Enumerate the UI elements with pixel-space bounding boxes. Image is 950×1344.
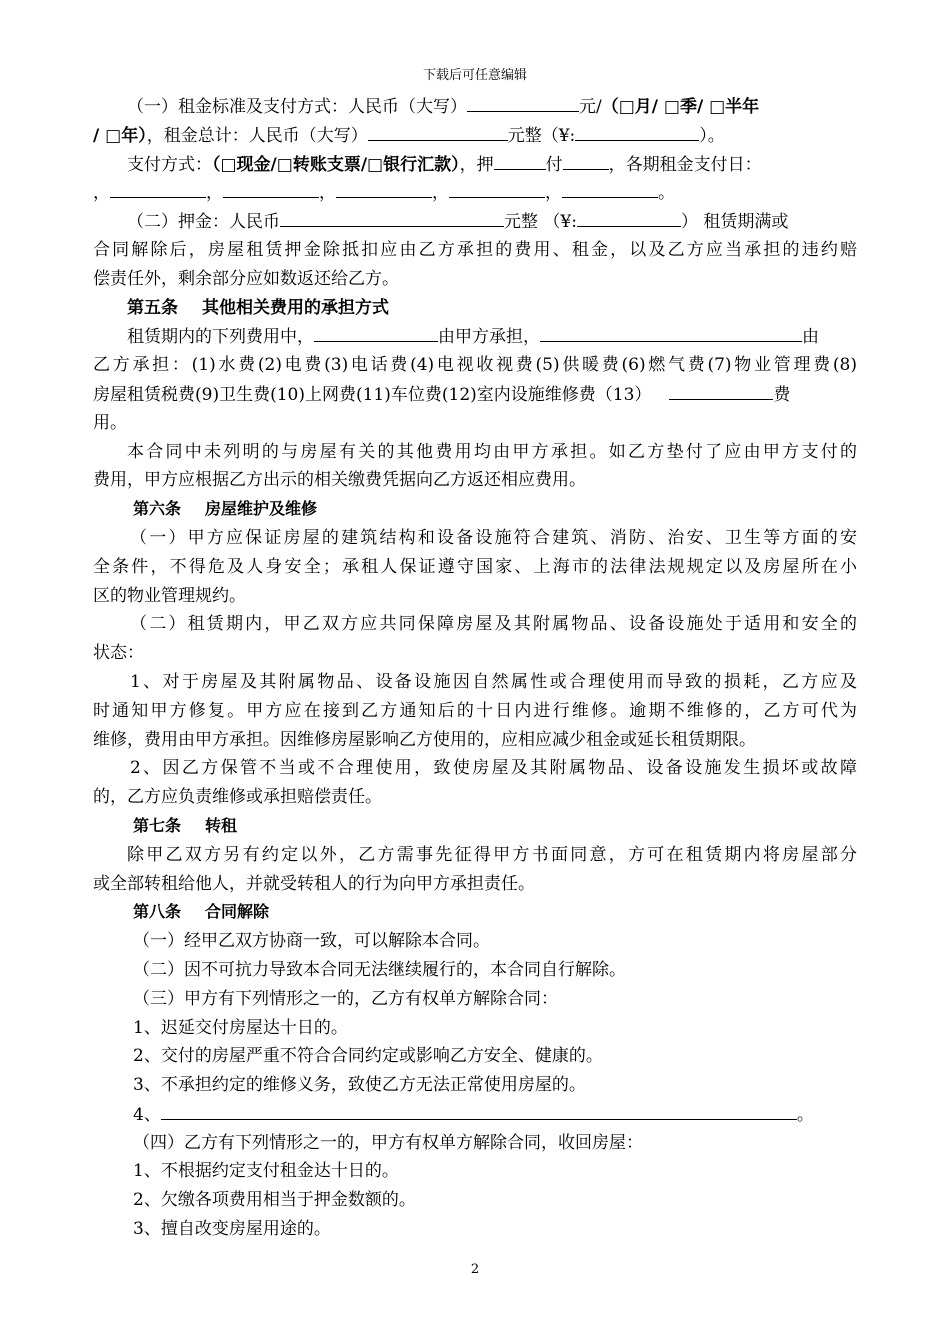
blank-field xyxy=(314,322,438,342)
article-7-line-1: 除甲乙双方另有约定以外，乙方需事先征得甲方书面同意，方可在租赁期内将房屋部分 xyxy=(127,844,857,865)
article-8-s4-item-1: 1、不根据约定支付租金达十日的。 xyxy=(133,1161,399,1182)
article-6-s2-line-2: 状态： xyxy=(93,643,144,664)
deposit-line-3: 偿责任外，剩余部分应如数返还给乙方。 xyxy=(93,268,399,289)
article-6-item-2-line-2: 的，乙方应负责维修或承担赔偿责任。 xyxy=(93,787,382,808)
article-5-para-2-line-2: 费用，甲方应根据乙方出示的相关缴费凭据向乙方返还相应费用。 xyxy=(93,470,586,491)
deposit-line-2: 合同解除后，房屋租赁押金除抵扣应由乙方承担的费用、租金，以及乙方应当承担的违约赔 xyxy=(93,239,857,260)
blank-field xyxy=(467,92,579,112)
article-6-item-1-line-2: 时通知甲方修复。甲方应在接到乙方通知后的十日内进行维修。逾期不维修的，乙方可代为 xyxy=(93,700,857,721)
article-6-s1-line-3: 区的物业管理规约。 xyxy=(93,585,246,606)
article-8-s3-item-1: 1、迟延交付房屋达十日的。 xyxy=(133,1017,348,1038)
article-8-title: 第八条 合同解除 xyxy=(133,902,270,922)
article-8-s3: （三）甲方有下列情形之一的，乙方有权单方解除合同： xyxy=(133,988,558,1009)
article-5-title: 第五条 其他相关费用的承担方式 xyxy=(127,297,389,318)
deposit-line-1: （二）押金：人民币 元整 （¥: ） 租赁期满或 xyxy=(93,207,857,236)
blank-field xyxy=(562,178,658,198)
document-body xyxy=(93,92,857,1244)
article-8-s4: （四）乙方有下列情形之一的，甲方有权单方解除合同，收回房屋： xyxy=(133,1132,643,1153)
rent-standard-line-1: （一）租金标准及支付方式：人民币（大写） 元/（□月/ □季/ □半年 xyxy=(93,92,857,121)
article-6-s2-line-1: （二）租赁期内，甲乙双方应共同保障房屋及其附属物品、设备设施处于适用和安全的 xyxy=(130,614,857,635)
blank-field xyxy=(368,121,508,141)
article-5-line-3: 房屋租赁税费(9)卫生费(10)上网费(11)车位费(12)室内设施维修费（13） 费 xyxy=(93,380,857,409)
article-8-s3-item-2: 2、交付的房屋严重不符合合同约定或影响乙方安全、健康的。 xyxy=(133,1046,603,1067)
blank-field xyxy=(575,121,699,141)
page-number: 2 xyxy=(470,1262,480,1277)
article-6-item-1-line-1: 1、对于房屋及其附属物品、设备设施因自然属性或合理使用而导致的损耗，乙方应及 xyxy=(130,671,857,692)
article-7-line-2: 或全部转租给他人，并就受转租人的行为向甲方承担责任。 xyxy=(93,873,535,894)
payment-dates-line: ， ， ， ， ， 。 xyxy=(93,178,857,207)
article-6-item-1-line-3: 维修，费用由甲方承担。因维修房屋影响乙方使用的，应相应减少租金或延长租赁期限。 xyxy=(93,729,756,750)
page-header: 下载后可任意编辑 xyxy=(422,68,527,83)
article-8-s3-item-3: 3、不承担约定的维修义务，致使乙方无法正常使用房屋的。 xyxy=(133,1075,586,1096)
blank-field xyxy=(540,322,802,342)
blank-field xyxy=(669,380,773,400)
article-8-s2: （二）因不可抗力导致本合同无法继续履行的，本合同自行解除。 xyxy=(133,959,626,980)
article-5-line-4: 用。 xyxy=(93,412,127,433)
blank-field xyxy=(110,178,206,198)
article-6-item-2-line-1: 2、因乙方保管不当或不合理使用，致使房屋及其附属物品、设备设施发生损坏或故障 xyxy=(130,758,857,779)
article-5-line-1: 租赁期内的下列费用中， 由甲方承担， 由 xyxy=(93,322,857,351)
blank-field xyxy=(563,150,609,170)
article-8-s3-item-4: 4、 。 xyxy=(93,1100,857,1129)
blank-field xyxy=(280,207,504,227)
article-6-title: 第六条 房屋维护及维修 xyxy=(133,499,318,519)
blank-field xyxy=(336,178,432,198)
article-6-s1-line-1: （一）甲方应保证房屋的建筑结构和设备设施符合建筑、消防、治安、卫生等方面的安 xyxy=(130,527,857,548)
article-8-s1: （一）经甲乙双方协商一致，可以解除本合同。 xyxy=(133,931,490,952)
article-8-s4-item-3: 3、擅自改变房屋用途的。 xyxy=(133,1219,331,1240)
article-7-title: 第七条 转租 xyxy=(133,815,238,835)
blank-field xyxy=(161,1100,797,1120)
blank-field xyxy=(494,150,546,170)
blank-field xyxy=(449,178,545,198)
article-8-s4-item-2: 2、欠缴各项费用相当于押金数额的。 xyxy=(133,1190,416,1211)
payment-method-line-1: 支付方式：（□现金/□转账支票/□银行汇款），押 付 ，各期租金支付日： xyxy=(93,150,857,179)
blank-field xyxy=(223,178,319,198)
article-5-line-2: 乙方承担：(1)水费(2)电费(3)电话费(4)电视收视费(5)供暖费(6)燃气费(7)物业管理费(8) xyxy=(93,355,857,376)
article-6-s1-line-2: 全条件，不得危及人身安全；承租人保证遵守国家、上海市的法律法规规定以及房屋所在小 xyxy=(93,556,857,577)
rent-standard-line-2: / □年），租金总计：人民币（大写） 元整（¥: ）。 xyxy=(93,121,857,150)
blank-field xyxy=(577,207,681,227)
article-5-para-2-line-1: 本合同中未列明的与房屋有关的其他费用均由甲方承担。如乙方垫付了应由甲方支付的 xyxy=(127,441,857,462)
